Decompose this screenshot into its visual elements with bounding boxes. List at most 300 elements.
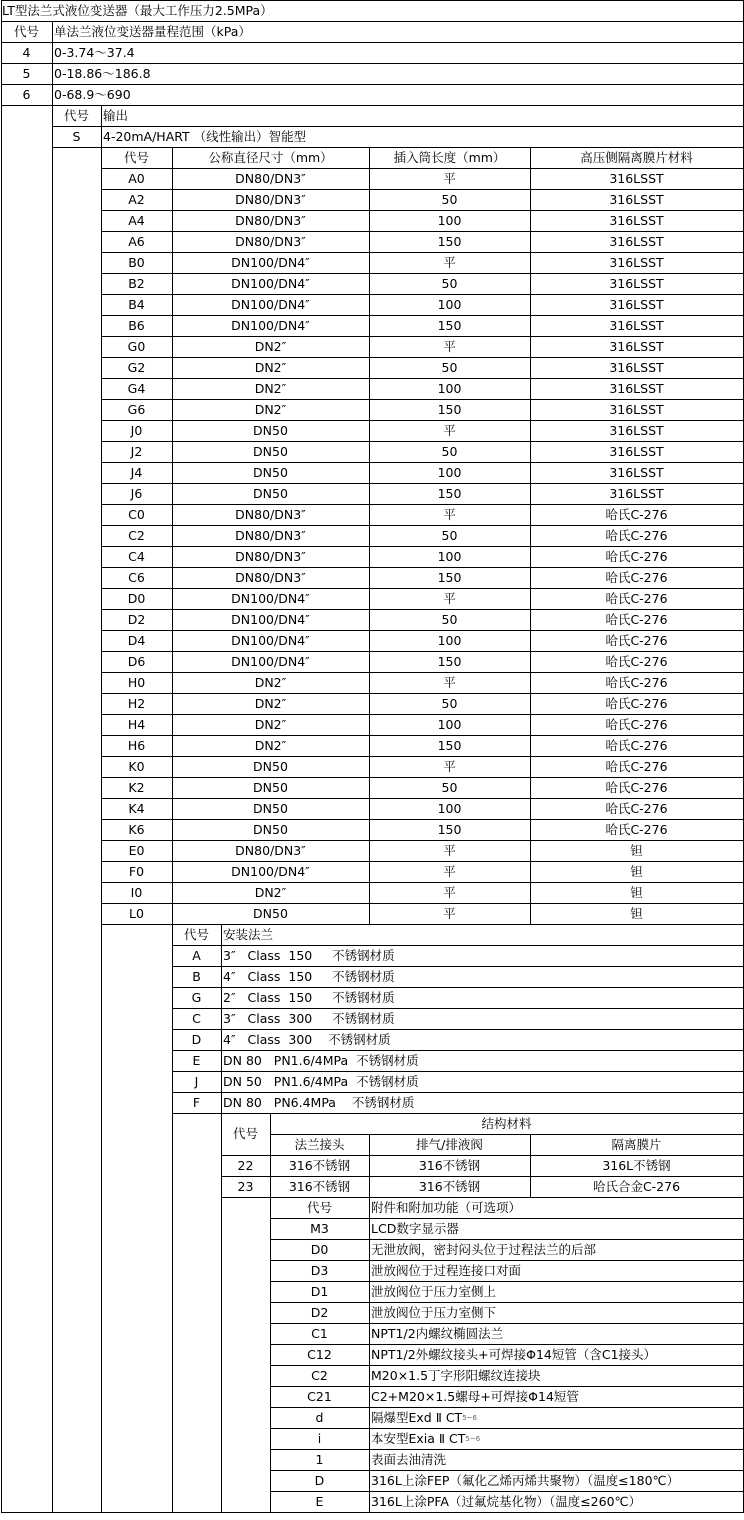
option-description	[369, 1449, 743, 1470]
process-length-text: 150	[437, 737, 462, 753]
grid-line-v	[369, 1197, 370, 1513]
process-length	[369, 903, 530, 924]
option-description-text: M20×1.5丁字形阳螺纹连接块	[371, 1367, 541, 1383]
process-code-text: E0	[128, 842, 145, 858]
process-diameter-text: DN2″	[254, 401, 287, 417]
process-code-text: G6	[127, 401, 146, 417]
process-code	[101, 756, 172, 777]
process-code	[101, 819, 172, 840]
process-length-text: 100	[437, 296, 462, 312]
process-length-text: 50	[441, 191, 458, 207]
process-diameter	[172, 504, 369, 525]
process-header-0	[101, 147, 172, 168]
process-code	[101, 777, 172, 798]
process-diameter-text: DN50	[253, 464, 288, 480]
process-length-text: 100	[437, 212, 462, 228]
process-length-text: 50	[441, 359, 458, 375]
range-title	[52, 21, 743, 42]
process-material-text: 钽	[630, 863, 643, 879]
process-length-text: 150	[437, 569, 462, 585]
option-code-text: D1	[310, 1283, 329, 1299]
process-code-text: B6	[128, 317, 145, 333]
material-title-text: 结构材料	[481, 1115, 532, 1131]
options-title-text: 附件和附加功能（可选项）	[371, 1199, 522, 1215]
option-description	[369, 1344, 743, 1365]
process-diameter	[172, 357, 369, 378]
flange-value	[221, 1029, 743, 1050]
range-code-text: 5	[22, 65, 31, 81]
process-code	[101, 630, 172, 651]
process-code-text: B4	[128, 296, 145, 312]
process-length	[369, 819, 530, 840]
output-title	[101, 105, 743, 126]
grid-line-v	[172, 147, 173, 925]
process-diameter-text: DN80/DN3″	[235, 842, 306, 858]
output-title-text: 输出	[103, 107, 129, 123]
process-material	[530, 735, 743, 756]
flange-code	[172, 987, 221, 1008]
process-length	[369, 588, 530, 609]
output-value	[101, 126, 743, 147]
process-code-text: C4	[128, 548, 145, 564]
process-material-text: 哈氏C-276	[605, 632, 668, 648]
process-material-text: 哈氏C-276	[605, 653, 668, 669]
process-diameter	[172, 756, 369, 777]
option-description-text: 泄放阀位于压力室侧上	[371, 1283, 497, 1299]
process-code	[101, 525, 172, 546]
process-length-text: 150	[437, 821, 462, 837]
process-material	[530, 903, 743, 924]
process-code-text: B2	[128, 275, 145, 291]
flange-code	[172, 1050, 221, 1071]
grid-line-v	[52, 105, 53, 1513]
process-length	[369, 777, 530, 798]
flange-value-text: 2″ Class 150 不锈钢材质	[223, 989, 395, 1005]
process-diameter	[172, 483, 369, 504]
option-description-text: 表面去油清洗	[371, 1451, 447, 1467]
process-material-text: 哈氏C-276	[605, 674, 668, 690]
flange-title-text: 安装法兰	[223, 926, 274, 942]
process-code	[101, 840, 172, 861]
process-diameter-text: DN80/DN3″	[235, 506, 306, 522]
process-material-text: 316LSST	[609, 380, 664, 396]
process-length	[369, 378, 530, 399]
process-code-text: J0	[130, 422, 143, 438]
process-material	[530, 630, 743, 651]
flange-value	[221, 945, 743, 966]
process-material-text: 钽	[630, 842, 643, 858]
range-value	[52, 84, 743, 105]
process-material-text: 哈氏C-276	[605, 569, 668, 585]
option-code-text: i	[317, 1430, 322, 1446]
process-header-2-text: 插入筒长度（mm）	[393, 149, 506, 165]
process-code-text: C2	[128, 527, 145, 543]
output-code-header-text: 代号	[63, 107, 89, 123]
process-code-text: C6	[128, 569, 145, 585]
process-diameter-text: DN80/DN3″	[235, 233, 306, 249]
process-length-text: 平	[443, 422, 456, 438]
material-flange-joint	[270, 1155, 369, 1176]
flange-code	[172, 1092, 221, 1113]
process-code	[101, 735, 172, 756]
process-material-text: 哈氏C-276	[605, 548, 668, 564]
process-length-text: 100	[437, 800, 462, 816]
process-material-text: 316LSST	[609, 191, 664, 207]
material-flange-joint	[270, 1176, 369, 1197]
process-diameter	[172, 840, 369, 861]
flange-value	[221, 987, 743, 1008]
flange-value-text: 4″ Class 150 不锈钢材质	[223, 968, 395, 984]
process-material-text: 316LSST	[609, 485, 664, 501]
process-diameter	[172, 273, 369, 294]
option-description	[369, 1470, 743, 1491]
process-diameter-text: DN2″	[254, 674, 287, 690]
option-code	[270, 1365, 369, 1386]
flange-code-header-text: 代号	[183, 926, 209, 942]
process-code	[101, 231, 172, 252]
process-length	[369, 546, 530, 567]
process-material-text: 316LSST	[609, 233, 664, 249]
process-material-text: 316LSST	[609, 338, 664, 354]
grid-line-v	[52, 21, 53, 106]
option-code	[270, 1218, 369, 1239]
flange-code-header	[172, 924, 221, 945]
process-length	[369, 672, 530, 693]
flange-value-text: DN 80 PN6.4MPa 不锈钢材质	[223, 1094, 415, 1110]
process-length	[369, 693, 530, 714]
process-length	[369, 273, 530, 294]
process-length	[369, 504, 530, 525]
grid-line-v	[101, 147, 102, 1513]
flange-code	[172, 945, 221, 966]
process-material-text: 316LSST	[609, 275, 664, 291]
material-vent-valve	[369, 1176, 530, 1197]
flange-value-text: DN 50 PN1.6/4MPa 不锈钢材质	[223, 1073, 419, 1089]
process-code-text: K0	[128, 758, 145, 774]
process-length-text: 平	[443, 506, 456, 522]
process-length-text: 50	[441, 779, 458, 795]
process-code	[101, 714, 172, 735]
process-diameter-text: DN2″	[254, 359, 287, 375]
process-diameter	[172, 651, 369, 672]
flange-value	[221, 1050, 743, 1071]
process-header-1-text: 公称直径尺寸（mm）	[208, 149, 333, 165]
grid-line-v	[270, 1197, 271, 1513]
process-length	[369, 231, 530, 252]
option-description	[369, 1323, 743, 1344]
grid-line-h	[1, 21, 744, 22]
flange-value-text: DN 80 PN1.6/4MPa 不锈钢材质	[223, 1052, 419, 1068]
process-diameter-text: DN50	[253, 905, 288, 921]
option-description: 本安型Exia Ⅱ CT 5~6	[369, 1428, 743, 1449]
range-code-text: 4	[22, 44, 31, 60]
material-code	[221, 1155, 270, 1176]
process-diameter-text: DN80/DN3″	[235, 548, 306, 564]
process-diameter	[172, 567, 369, 588]
process-material-text: 316LSST	[609, 317, 664, 333]
process-code-text: G4	[127, 380, 146, 396]
option-description	[369, 1365, 743, 1386]
process-length-text: 50	[441, 275, 458, 291]
flange-code-text: B	[192, 968, 201, 984]
process-code-text: L0	[129, 905, 144, 921]
grid-line-v	[369, 1134, 370, 1198]
option-description-text: 本安型Exia Ⅱ CT	[371, 1430, 466, 1446]
flange-value	[221, 966, 743, 987]
process-diameter	[172, 714, 369, 735]
process-material	[530, 252, 743, 273]
process-material	[530, 693, 743, 714]
process-code	[101, 861, 172, 882]
option-code	[270, 1449, 369, 1470]
process-material-text: 316LSST	[609, 170, 664, 186]
process-diameter	[172, 189, 369, 210]
process-material-text: 316LSST	[609, 212, 664, 228]
process-diameter-text: DN2″	[254, 338, 287, 354]
process-material	[530, 441, 743, 462]
process-length	[369, 210, 530, 231]
material-vent-valve-text: 316不锈钢	[418, 1178, 481, 1194]
process-code-text: K6	[128, 821, 145, 837]
material-flange-joint-text: 316不锈钢	[288, 1157, 351, 1173]
range-code-header	[1, 21, 52, 42]
option-code	[270, 1407, 369, 1428]
process-material	[530, 588, 743, 609]
process-diameter	[172, 336, 369, 357]
range-code	[1, 63, 52, 84]
process-material-text: 哈氏C-276	[605, 716, 668, 732]
process-length-text: 平	[443, 842, 456, 858]
process-diameter	[172, 252, 369, 273]
process-length	[369, 168, 530, 189]
option-code-text: C12	[307, 1346, 332, 1362]
process-diameter-text: DN50	[253, 758, 288, 774]
flange-value	[221, 1071, 743, 1092]
process-diameter-text: DN80/DN3″	[235, 527, 306, 543]
option-description-text: 隔爆型Exd Ⅱ CT	[371, 1409, 463, 1425]
process-material-text: 哈氏C-276	[605, 737, 668, 753]
process-length	[369, 714, 530, 735]
option-description	[369, 1281, 743, 1302]
option-code	[270, 1323, 369, 1344]
process-diameter	[172, 735, 369, 756]
process-code-text: K2	[128, 779, 145, 795]
process-material	[530, 483, 743, 504]
range-value	[52, 42, 743, 63]
process-diameter-text: DN100/DN4″	[231, 317, 310, 333]
process-material-text: 哈氏C-276	[605, 695, 668, 711]
process-header-3	[530, 147, 743, 168]
material-vent-valve	[369, 1155, 530, 1176]
range-code	[1, 84, 52, 105]
process-diameter	[172, 231, 369, 252]
process-diameter	[172, 399, 369, 420]
option-code-text: C21	[307, 1388, 332, 1404]
process-length	[369, 441, 530, 462]
material-code-text: 23	[237, 1178, 254, 1194]
process-material-text: 316LSST	[609, 422, 664, 438]
grid-line-v	[530, 1134, 531, 1198]
process-length-text: 50	[441, 611, 458, 627]
material-diaphragm-text: 316L不锈钢	[602, 1157, 671, 1173]
process-code-text: I0	[130, 884, 143, 900]
flange-value	[221, 1092, 743, 1113]
process-length-text: 50	[441, 695, 458, 711]
process-code	[101, 588, 172, 609]
process-diameter-text: DN50	[253, 422, 288, 438]
process-code-text: H6	[127, 737, 146, 753]
process-code	[101, 546, 172, 567]
process-code	[101, 399, 172, 420]
process-length	[369, 252, 530, 273]
process-length	[369, 420, 530, 441]
process-length	[369, 399, 530, 420]
option-code-text: D0	[310, 1241, 329, 1257]
option-description-text: 316L上涂FEP（氟化乙烯丙烯共聚物）（温度≤180℃）	[371, 1472, 680, 1488]
process-material	[530, 798, 743, 819]
process-diameter-text: DN100/DN4″	[231, 590, 310, 606]
output-value-text: 4-20mA/HART （线性输出）智能型	[103, 128, 307, 144]
process-material-text: 316LSST	[609, 359, 664, 375]
process-length-text: 100	[437, 632, 462, 648]
material-title	[270, 1113, 743, 1134]
process-diameter	[172, 903, 369, 924]
range-code	[1, 42, 52, 63]
process-diameter-text: DN80/DN3″	[235, 170, 306, 186]
process-code	[101, 315, 172, 336]
process-code	[101, 357, 172, 378]
option-code	[270, 1470, 369, 1491]
process-material-text: 哈氏C-276	[605, 779, 668, 795]
process-diameter-text: DN100/DN4″	[231, 611, 310, 627]
process-diameter-text: DN80/DN3″	[235, 212, 306, 228]
process-material	[530, 504, 743, 525]
grid-line-v	[369, 147, 370, 925]
process-material	[530, 882, 743, 903]
flange-code-text: D	[191, 1031, 202, 1047]
flange-code	[172, 966, 221, 987]
process-material	[530, 231, 743, 252]
option-code	[270, 1386, 369, 1407]
grid-line-v	[270, 1113, 271, 1198]
process-code	[101, 483, 172, 504]
flange-code	[172, 1071, 221, 1092]
process-material	[530, 210, 743, 231]
flange-code-text: A	[192, 947, 201, 963]
output-code-text: S	[72, 128, 81, 144]
option-description-text: 泄放阀位于压力室侧下	[371, 1304, 497, 1320]
process-diameter	[172, 693, 369, 714]
process-length	[369, 609, 530, 630]
material-subheader-0	[270, 1134, 369, 1155]
process-material	[530, 777, 743, 798]
process-code-text: F0	[128, 863, 145, 879]
process-material	[530, 420, 743, 441]
material-subheader-1	[369, 1134, 530, 1155]
process-length-text: 平	[443, 905, 456, 921]
process-code	[101, 672, 172, 693]
process-code-text: A0	[128, 170, 145, 186]
grid-line-v	[1, 21, 2, 1513]
material-diaphragm-text: 哈氏合金C-276	[592, 1178, 681, 1194]
option-code	[270, 1491, 369, 1512]
process-diameter	[172, 294, 369, 315]
option-description	[369, 1491, 743, 1512]
option-description: 隔爆型Exd Ⅱ CT 5~6	[369, 1407, 743, 1428]
process-code	[101, 462, 172, 483]
process-material	[530, 378, 743, 399]
options-code-header	[270, 1197, 369, 1218]
option-code	[270, 1428, 369, 1449]
process-length-text: 平	[443, 338, 456, 354]
process-header-0-text: 代号	[123, 149, 149, 165]
flange-title	[221, 924, 743, 945]
option-code-text: C2	[311, 1367, 328, 1383]
process-material-text: 316LSST	[609, 401, 664, 417]
output-code	[52, 126, 101, 147]
material-diaphragm	[530, 1176, 743, 1197]
process-length	[369, 483, 530, 504]
option-code-text: C1	[311, 1325, 328, 1341]
flange-value-text: 4″ Class 300 不锈钢材质	[223, 1031, 391, 1047]
process-code	[101, 252, 172, 273]
process-material	[530, 609, 743, 630]
process-diameter	[172, 672, 369, 693]
process-code	[101, 294, 172, 315]
process-length-text: 100	[437, 464, 462, 480]
material-subheader-2-text: 隔离膜片	[611, 1136, 662, 1152]
option-code-text: d	[315, 1409, 324, 1425]
process-material-text: 316LSST	[609, 296, 664, 312]
process-length-text: 平	[443, 254, 456, 270]
options-title	[369, 1197, 743, 1218]
process-material	[530, 357, 743, 378]
option-code-text: M3	[310, 1220, 329, 1236]
option-description-text: NPT1/2内螺纹椭圆法兰	[371, 1325, 504, 1341]
option-description	[369, 1386, 743, 1407]
flange-value-text: 3″ Class 300 不锈钢材质	[223, 1010, 395, 1026]
process-length	[369, 798, 530, 819]
process-code	[101, 567, 172, 588]
process-length	[369, 315, 530, 336]
process-code	[101, 210, 172, 231]
process-material	[530, 399, 743, 420]
material-code	[221, 1176, 270, 1197]
material-subheader-0-text: 法兰接头	[294, 1136, 345, 1152]
process-code-text: D4	[127, 632, 146, 648]
process-material	[530, 189, 743, 210]
process-length	[369, 735, 530, 756]
option-code	[270, 1239, 369, 1260]
material-vent-valve-text: 316不锈钢	[418, 1157, 481, 1173]
option-description	[369, 1260, 743, 1281]
process-length-text: 平	[443, 674, 456, 690]
process-length-text: 50	[441, 527, 458, 543]
process-diameter-text: DN100/DN4″	[231, 863, 310, 879]
option-description-text: C2+M20×1.5螺母+可焊接Φ14短管	[371, 1388, 579, 1404]
process-material	[530, 672, 743, 693]
process-diameter	[172, 819, 369, 840]
process-length	[369, 294, 530, 315]
process-code-text: D0	[127, 590, 146, 606]
process-diameter-text: DN100/DN4″	[231, 296, 310, 312]
material-code-header-text: 代号	[232, 1126, 258, 1141]
process-length-text: 150	[437, 233, 462, 249]
option-description	[369, 1218, 743, 1239]
process-material-text: 哈氏C-276	[605, 527, 668, 543]
process-material	[530, 336, 743, 357]
option-code-text: D2	[310, 1304, 329, 1320]
